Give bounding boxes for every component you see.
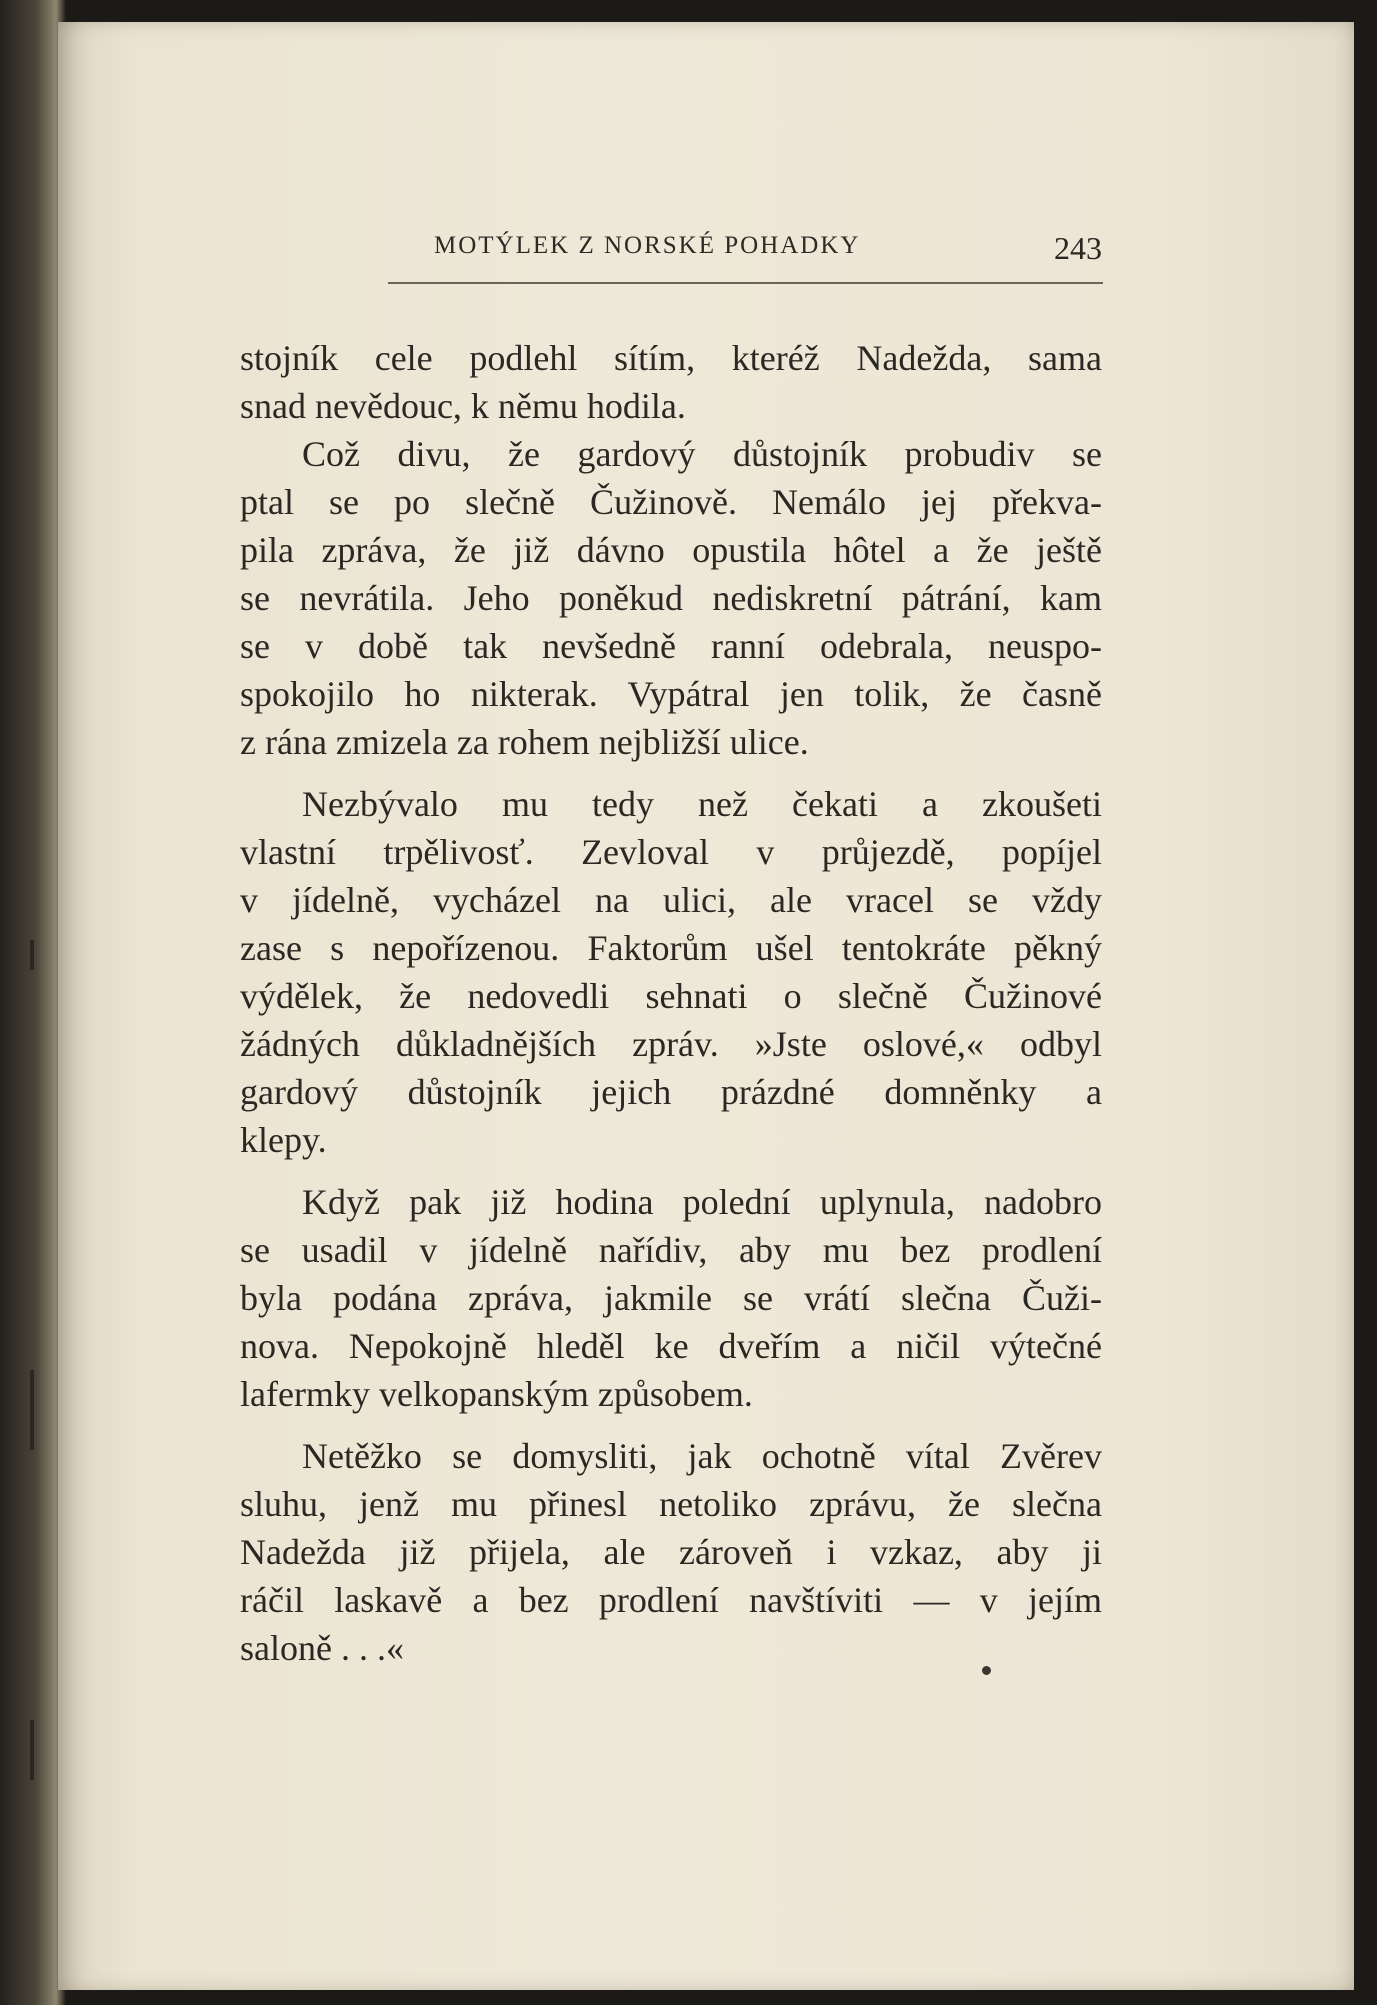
text-line: gardový důstojník jejich prázdné domněnky a — [240, 1072, 1102, 1112]
ink-speck — [982, 1666, 991, 1675]
text-line: se usadil v jídelně nařídiv, aby mu bez prodlení — [240, 1230, 1102, 1270]
body-text — [240, 334, 1102, 1672]
text-line: žádných důkladnějších zpráv. »Jste oslové,« odbyl — [240, 1024, 1102, 1064]
text-line: sluhu, jenž mu přinesl netoliko zprávu, že slečna — [240, 1484, 1102, 1524]
book-spine-shadow — [0, 0, 66, 2005]
text-line: Nadežda již přijela, ale zároveň i vzkaz, aby ji — [240, 1532, 1102, 1572]
text-line: Netěžko se domysliti, jak ochotně vítal Zvěrev — [302, 1436, 1102, 1476]
text-line: se v době tak nevšedně ranní odebrala, neuspo- — [240, 626, 1102, 666]
edge-mark — [30, 1370, 34, 1450]
text-line: stojník cele podlehl sítím, kteréž Nadežda, sama — [240, 338, 1102, 378]
text-line: nova. Nepokojně hleděl ke dveřím a ničil výtečné — [240, 1326, 1102, 1366]
text-line: klepy. — [240, 1120, 327, 1160]
text-line: Nezbývalo mu tedy než čekati a zkoušeti — [302, 784, 1102, 824]
text-line: lafermky velkopanským způsobem. — [240, 1374, 753, 1414]
text-line: byla podána zpráva, jakmile se vrátí slečna Čuži- — [240, 1278, 1102, 1318]
text-line: Což divu, že gardový důstojník probudiv se — [302, 434, 1102, 474]
text-line: ptal se po slečně Čužinově. Nemálo jej překva- — [240, 482, 1102, 522]
running-title: MOTÝLEK Z NORSKÉ POHADKY — [434, 232, 861, 259]
text-line: vlastní trpělivosť. Zevloval v průjezdě, popíjel — [240, 832, 1102, 872]
text-line: spokojilo ho nikterak. Vypátral jen tolik, že časně — [240, 674, 1102, 714]
text-line: Když pak již hodina polední uplynula, nadobro — [302, 1182, 1102, 1222]
paragraph-gap — [240, 1164, 1102, 1178]
text-line: snad nevědouc, k němu hodila. — [240, 386, 686, 426]
text-line: se nevrátila. Jeho poněkud nediskretní pátrání, kam — [240, 578, 1102, 618]
text-line: saloně . . .« — [240, 1628, 404, 1668]
text-line: pila zpráva, že již dávno opustila hôtel a že ještě — [240, 530, 1102, 570]
page-header — [232, 226, 1102, 270]
text-line: ráčil laskavě a bez prodlení navštíviti — v jejím — [240, 1580, 1102, 1620]
text-line: zase s nepořízenou. Faktorům ušel tentokráte pěkný — [240, 928, 1102, 968]
text-line: výdělek, že nedovedli sehnati o slečně Čužinové — [240, 976, 1102, 1016]
page-number: 243 — [1054, 230, 1102, 266]
text-line: z rána zmizela za rohem nejbližší ulice. — [240, 722, 809, 762]
edge-mark — [30, 1720, 34, 1780]
paragraph-gap — [240, 1418, 1102, 1432]
paragraph-gap — [240, 766, 1102, 780]
text-line: v jídelně, vycházel na ulici, ale vracel se vždy — [240, 880, 1102, 920]
edge-mark — [30, 940, 34, 970]
header-rule — [388, 282, 1103, 284]
